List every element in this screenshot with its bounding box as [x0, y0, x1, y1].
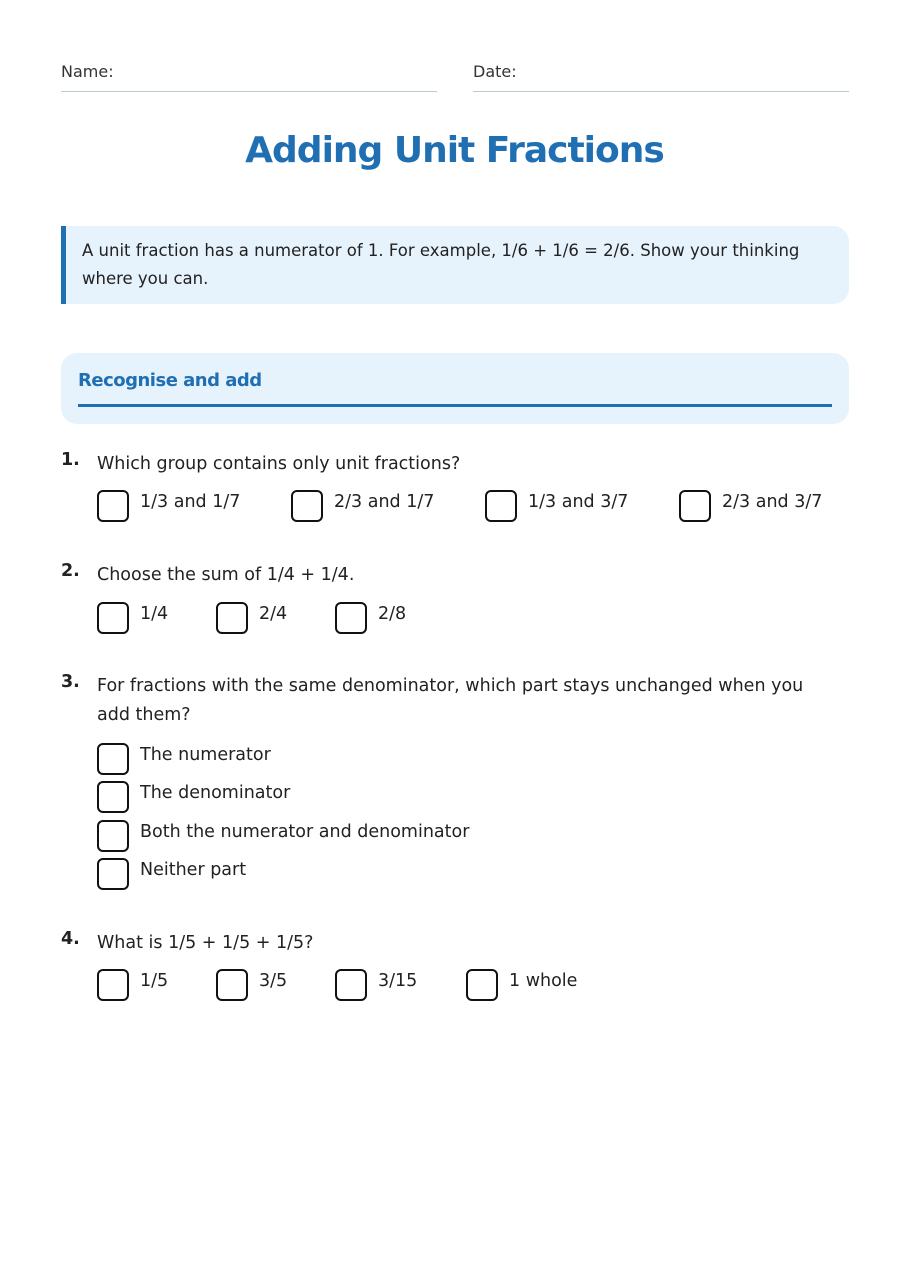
checkbox[interactable] [466, 969, 498, 1001]
checkbox[interactable] [97, 743, 129, 775]
option-label: The denominator [140, 783, 291, 803]
checkbox[interactable] [291, 490, 323, 522]
option-label: 2/3 and 3/7 [722, 492, 823, 512]
option-label: 2/8 [378, 604, 407, 624]
checkbox[interactable] [216, 969, 248, 1001]
checkbox[interactable] [97, 781, 129, 813]
option-label: 1/3 and 1/7 [140, 492, 241, 512]
intro-callout: A unit fraction has a numerator of 1. For example, 1/6 + 1/6 = 2/6. Show your thinking where you can. [61, 226, 849, 304]
date-field[interactable] [473, 62, 849, 92]
option-label: 3/15 [378, 971, 418, 991]
question-number: 4. [61, 929, 80, 949]
option-label: Both the numerator and denominator [140, 822, 470, 842]
question-number: 3. [61, 672, 80, 692]
question-text: For fractions with the same denominator, which part stays unchanged when you add them? [97, 676, 804, 725]
name-label: Name: [61, 62, 114, 81]
section-divider [78, 404, 832, 407]
checkbox[interactable] [679, 490, 711, 522]
checkbox[interactable] [97, 820, 129, 852]
student-info-row [61, 62, 849, 92]
checkbox[interactable] [97, 858, 129, 890]
option-label: 2/3 and 1/7 [334, 492, 435, 512]
checkbox[interactable] [335, 602, 367, 634]
option-label: 2/4 [259, 604, 288, 624]
checkbox[interactable] [97, 490, 129, 522]
option-label: 1/4 [140, 604, 169, 624]
section-header [61, 353, 849, 424]
worksheet-title: Adding Unit Fractions [245, 130, 664, 171]
checkbox[interactable] [97, 602, 129, 634]
question-text: Which group contains only unit fractions? [97, 454, 461, 474]
section-title: Recognise and add [78, 370, 262, 391]
checkbox[interactable] [485, 490, 517, 522]
option-label: 3/5 [259, 971, 288, 991]
checkbox[interactable] [97, 969, 129, 1001]
option-label: Neither part [140, 860, 247, 880]
date-label: Date: [473, 62, 517, 81]
question-number: 2. [61, 561, 80, 581]
question-number: 1. [61, 450, 80, 470]
question-text: Choose the sum of 1/4 + 1/4. [97, 565, 355, 585]
option-label: 1 whole [509, 971, 578, 991]
checkbox[interactable] [335, 969, 367, 1001]
option-label: The numerator [140, 745, 271, 765]
option-label: 1/5 [140, 971, 169, 991]
option-label: 1/3 and 3/7 [528, 492, 629, 512]
name-field[interactable] [61, 62, 437, 92]
question-text: What is 1/5 + 1/5 + 1/5? [97, 933, 314, 953]
checkbox[interactable] [216, 602, 248, 634]
